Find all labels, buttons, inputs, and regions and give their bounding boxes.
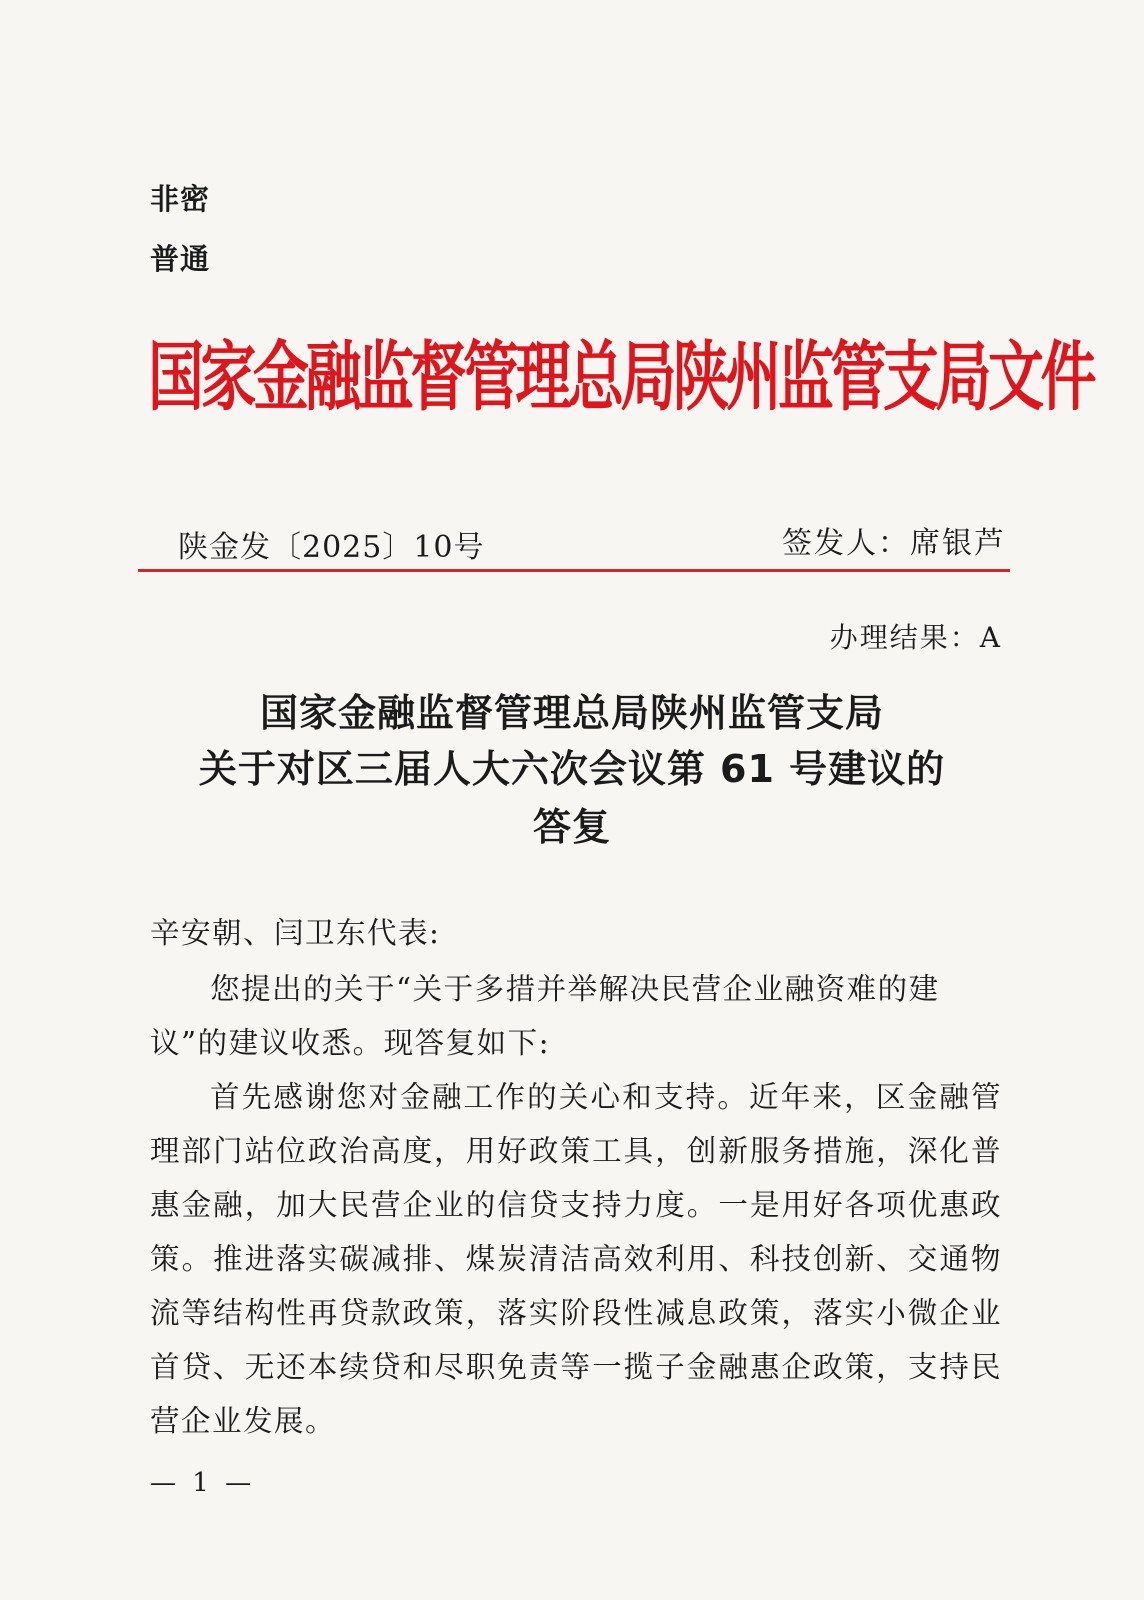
red-divider-line <box>138 569 1010 572</box>
paragraph-1: 您提出的关于“关于多措并举解决民营企业融资难的建议”的建议收悉。现答复如下: <box>150 972 940 1060</box>
paragraph-2: 首先感谢您对金融工作的关心和支持。近年来，区金融管理部门站位政治高度，用好政策工具，创新服务措施，深化普惠金融，加大民营企业的信贷支持力度。一是用好各项优惠政策。推进落实碳减排、煤炭清洁高效利用、科技创新、交通物流等结构性再贷款政策，落实阶段性减息政策，落实小微企业首贷、无还本续贷和尽职免责等一揽子金融惠企政策，支持民营企业发展。 <box>150 1080 1002 1438</box>
handling-result: 办理结果：A <box>829 621 1002 654</box>
document-title-line-2: 关于对区三届人大六次会议第 61 号建议的 <box>198 747 946 791</box>
document-title-line-3: 答复 <box>532 805 611 849</box>
secrecy-level: 非密 <box>150 182 211 216</box>
salutation: 辛安朝、闫卫东代表: <box>150 916 441 950</box>
document-number: 陕金发〔2025〕10号 <box>178 530 485 565</box>
red-header-title: 国家金融监督管理总局陕州监管支局文件 <box>148 334 1093 422</box>
urgency-level: 普通 <box>150 242 211 276</box>
document-title-line-1: 国家金融监督管理总局陕州监管支局 <box>259 691 884 735</box>
signer: 签发人：席银芦 <box>782 526 1006 561</box>
page-number: — 1 — <box>150 1468 256 1498</box>
